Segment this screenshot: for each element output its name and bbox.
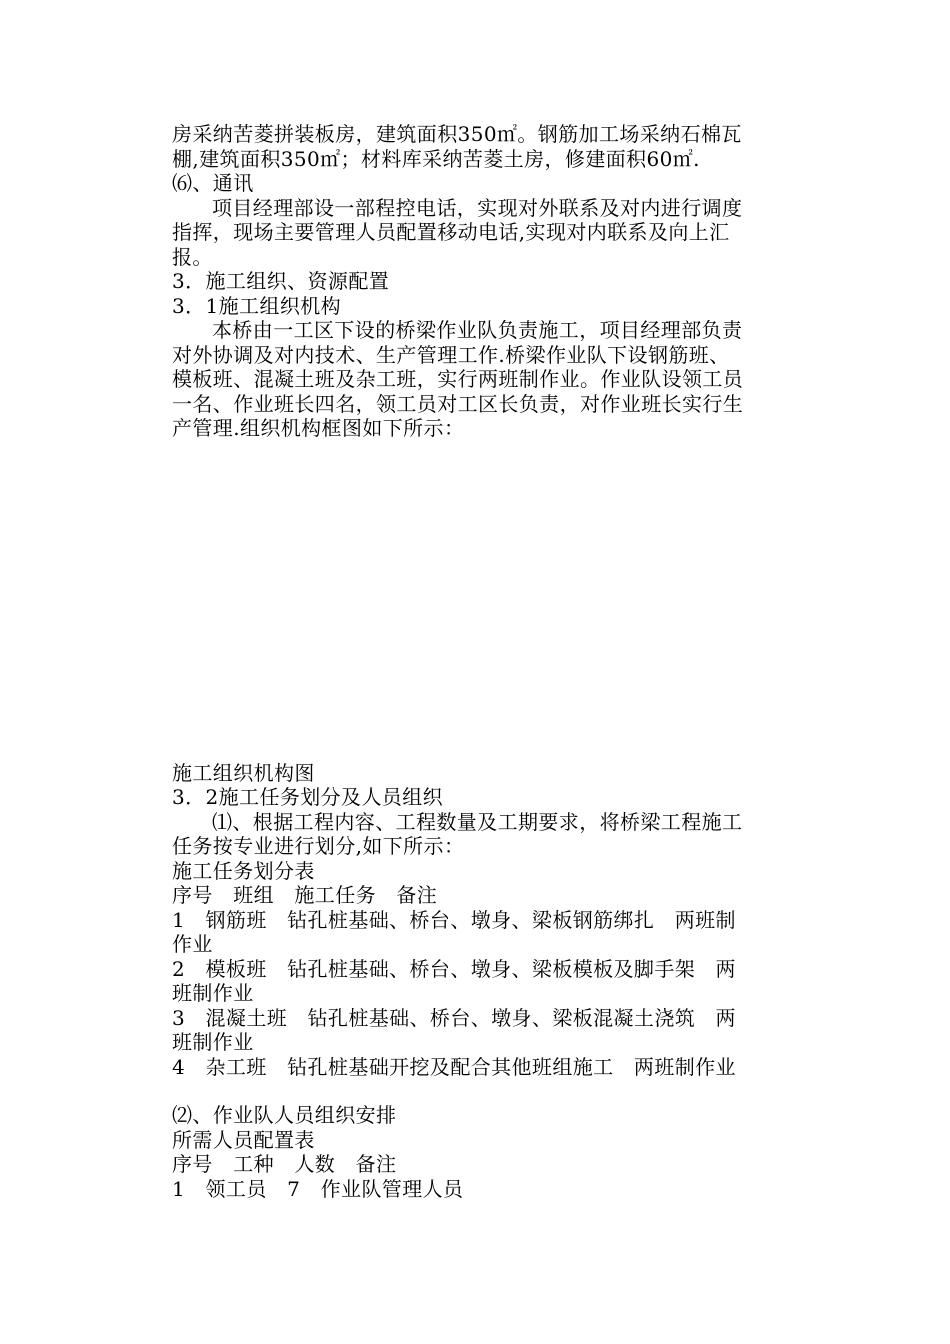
table-header: 序号 工种 人数 备注 bbox=[172, 1152, 397, 1176]
table-row: 班制作业 bbox=[172, 981, 254, 1005]
table-row: 1 钢筋班 钻孔桩基础、桥台、墩身、梁板钢筋绑扎 两班制 bbox=[172, 907, 736, 932]
paragraph-line: 一名、作业班长四名，领工员对工区长负责，对作业班长实行生 bbox=[172, 391, 744, 416]
spacer bbox=[172, 1079, 812, 1103]
table-header: 序号 班组 施工任务 备注 bbox=[172, 883, 438, 907]
paragraph-line: 项目经理部设一部程控电话，实现对外联系及对内进行调度 bbox=[212, 195, 743, 220]
table-row: 班制作业 bbox=[172, 1030, 254, 1054]
paragraph-line: 指挥，现场主要管理人员配置移动电话,实现对内联系及向上汇 bbox=[172, 220, 730, 244]
subsection-heading: 3．1施工组织机构 bbox=[172, 293, 342, 318]
table-row: 1 领工员 7 作业队管理人员 bbox=[172, 1176, 464, 1201]
subsection-heading: 3．2施工任务划分及人员组织 bbox=[172, 785, 444, 809]
table-title: 所需人员配置表 bbox=[172, 1127, 315, 1152]
section-heading: ⑹、通讯 bbox=[172, 171, 254, 195]
org-chart-placeholder bbox=[172, 441, 812, 761]
paragraph-line: 房采纳苦菱拼装板房，建筑面积350㎡。钢筋加工场采纳石棉瓦 bbox=[172, 122, 742, 146]
paragraph-line: 任务按专业进行划分,如下所示： bbox=[172, 834, 465, 858]
figure-caption: 施工组织机构图 bbox=[172, 760, 315, 785]
document-page bbox=[172, 122, 812, 1201]
paragraph-line: 棚,建筑面积350㎡；材料库采纳苦菱土房，修建面积60㎡. bbox=[172, 146, 700, 171]
table-row: 2 模板班 钻孔桩基础、桥台、墩身、梁板模板及脚手架 两 bbox=[172, 956, 736, 981]
paragraph-line: 产管理.组织机构框图如下所示： bbox=[172, 416, 465, 440]
paragraph-line: 模板班、混凝土班及杂工班，实行两班制作业。作业队设领工员 bbox=[172, 367, 744, 391]
section-heading: 3．施工组织、资源配置 bbox=[172, 269, 390, 293]
paragraph-line: 报。 bbox=[172, 244, 213, 269]
paragraph-line: 对外协调及对内技术、生产管理工作.桥梁作业队下设钢筋班、 bbox=[172, 342, 730, 367]
table-row: 4 杂工班 钻孔桩基础开挖及配合其他班组施工 两班制作业 bbox=[172, 1054, 736, 1079]
section-heading: ⑵、作业队人员组织安排 bbox=[172, 1103, 397, 1127]
table-row: 作业 bbox=[172, 932, 213, 956]
paragraph-line: 本桥由一工区下设的桥梁作业队负责施工，项目经理部负责 bbox=[212, 318, 743, 342]
paragraph-line: ⑴、根据工程内容、工程数量及工期要求，将桥梁工程施工 bbox=[212, 809, 743, 834]
table-row: 3 混凝土班 钻孔桩基础、桥台、墩身、梁板混凝土浇筑 两 bbox=[172, 1005, 736, 1030]
table-title: 施工任务划分表 bbox=[172, 858, 315, 883]
